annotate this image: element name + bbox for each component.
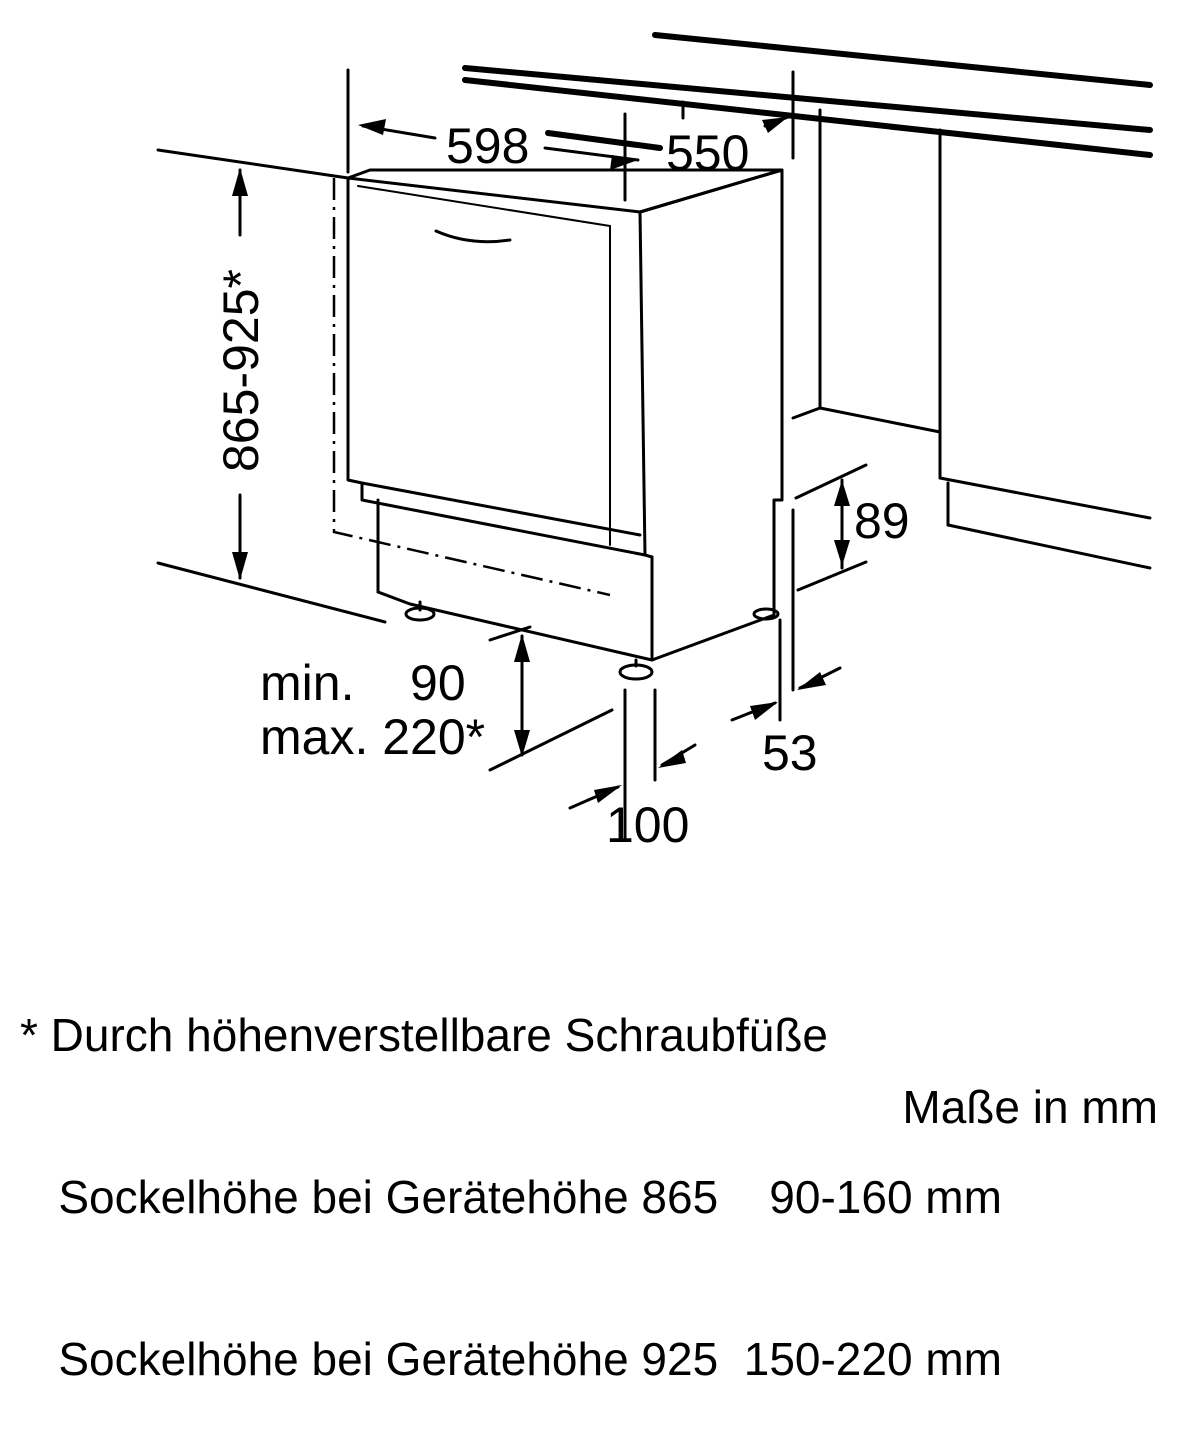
plinth-max-label: max. 220* xyxy=(260,709,486,765)
foot-offset-label: 100 xyxy=(606,797,690,853)
height-label: 865-925* xyxy=(213,269,269,472)
plinth-depth-label: 53 xyxy=(762,725,818,781)
footnote-line-1: * Durch höhenverstellbare Schraubfüße xyxy=(20,1009,829,1061)
depth-label: 550 xyxy=(666,125,750,181)
dishwasher-body xyxy=(348,170,782,679)
footnote xyxy=(20,900,1002,1440)
plinth-height-dimension xyxy=(490,627,612,770)
plinth-recess-label: 89 xyxy=(854,493,910,549)
footnote-line-2: Sockelhöhe bei Gerätehöhe 865 90-160 mm xyxy=(20,1171,1002,1223)
width-label: 598 xyxy=(446,118,530,174)
units-label: Maße in mm xyxy=(902,1081,1158,1133)
plinth-depth-dimension xyxy=(732,510,840,720)
plinth-min-label: min. 90 xyxy=(260,655,466,711)
footnote-line-3: Sockelhöhe bei Gerätehöhe 925 150-220 mm xyxy=(20,1333,1002,1385)
height-dimension xyxy=(158,150,385,622)
